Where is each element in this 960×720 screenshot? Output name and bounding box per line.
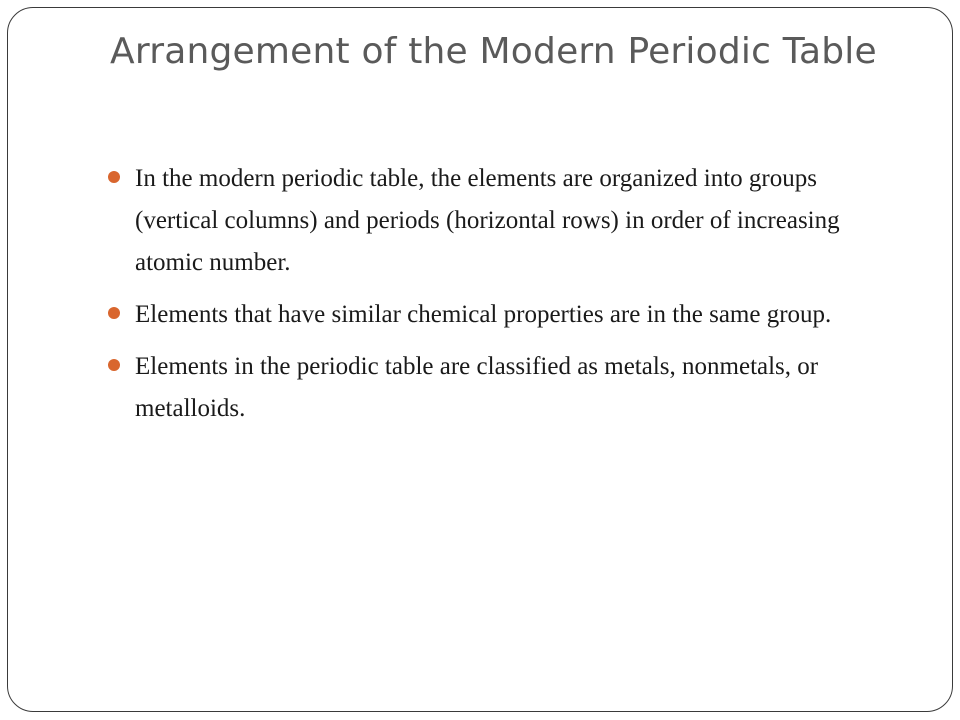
bullet-dot-icon xyxy=(108,171,120,183)
bullet-dot-icon xyxy=(108,359,120,371)
bullet-item xyxy=(108,158,888,284)
bullet-text: Elements in the periodic table are classified as metals, nonmetals, or metalloids. xyxy=(135,353,819,422)
bullet-text: Elements that have similar chemical properties are in the same group. xyxy=(135,301,832,328)
bullet-list xyxy=(108,158,888,440)
bullet-dot-icon xyxy=(108,307,120,319)
bullet-text: In the modern periodic table, the elements are organized into groups (vertical columns) and periods (horizontal rows) in order of increasing atomic number. xyxy=(135,165,840,276)
bullet-item xyxy=(108,294,888,336)
bullet-item xyxy=(108,346,888,430)
slide-title: Arrangement of the Modern Periodic Table xyxy=(110,31,877,72)
